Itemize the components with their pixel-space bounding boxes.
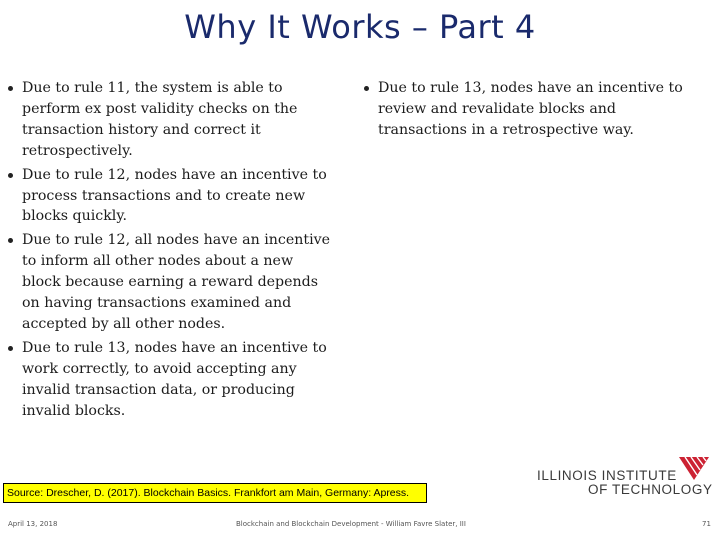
bullet-dot-icon (364, 86, 369, 91)
bullet-dot-icon (8, 346, 13, 351)
bullet-text: Due to rule 12, all nodes have an incentive to inform all other nodes about a new block because earning a reward depends on having transactions examined and accepted by all other nodes. (22, 232, 331, 332)
bullet-dot-icon (8, 173, 13, 178)
logo-text-line1: ILLINOIS INSTITUTE (537, 468, 677, 483)
bullet-text: Due to rule 13, nodes have an incentive to work correctly, to avoid accepting any invalid transaction data, or producing invalid blocks. (22, 339, 327, 419)
footer-center-text: Blockchain and Blockchain Development - William Favre Slater, III (236, 520, 466, 528)
logo-text-line2: OF TECHNOLOGY (588, 482, 713, 497)
footer-page-number: 71 (702, 520, 711, 528)
footer-date: April 13, 2018 (8, 520, 58, 528)
right-column (362, 78, 702, 144)
iit-logo (535, 455, 713, 500)
bullet-item (6, 78, 336, 162)
right-bullet-list (362, 78, 702, 141)
slide-title: Why It Works – Part 4 (184, 8, 536, 46)
left-bullet-list (6, 78, 336, 422)
bullet-text: Due to rule 12, nodes have an incentive to process transactions and to create new blocks quickly. (22, 166, 327, 225)
bullet-text: Due to rule 13, nodes have an incentive to review and revalidate blocks and transactions in a retrospective way. (378, 80, 683, 138)
bullet-item (6, 230, 336, 335)
bullet-dot-icon (8, 238, 13, 243)
iit-logo-mark-icon (677, 455, 711, 481)
left-column (6, 78, 336, 425)
bullet-text: Due to rule 11, the system is able to perform ex post validity checks on the transaction history and correct it retrospectively. (22, 80, 298, 159)
source-citation: Source: Drescher, D. (2017). Blockchain Basics. Frankfort am Main, Germany: Apress. (3, 483, 427, 503)
bullet-item (362, 78, 702, 141)
bullet-dot-icon (8, 86, 13, 91)
bullet-item (6, 165, 336, 228)
bullet-item (6, 338, 336, 422)
